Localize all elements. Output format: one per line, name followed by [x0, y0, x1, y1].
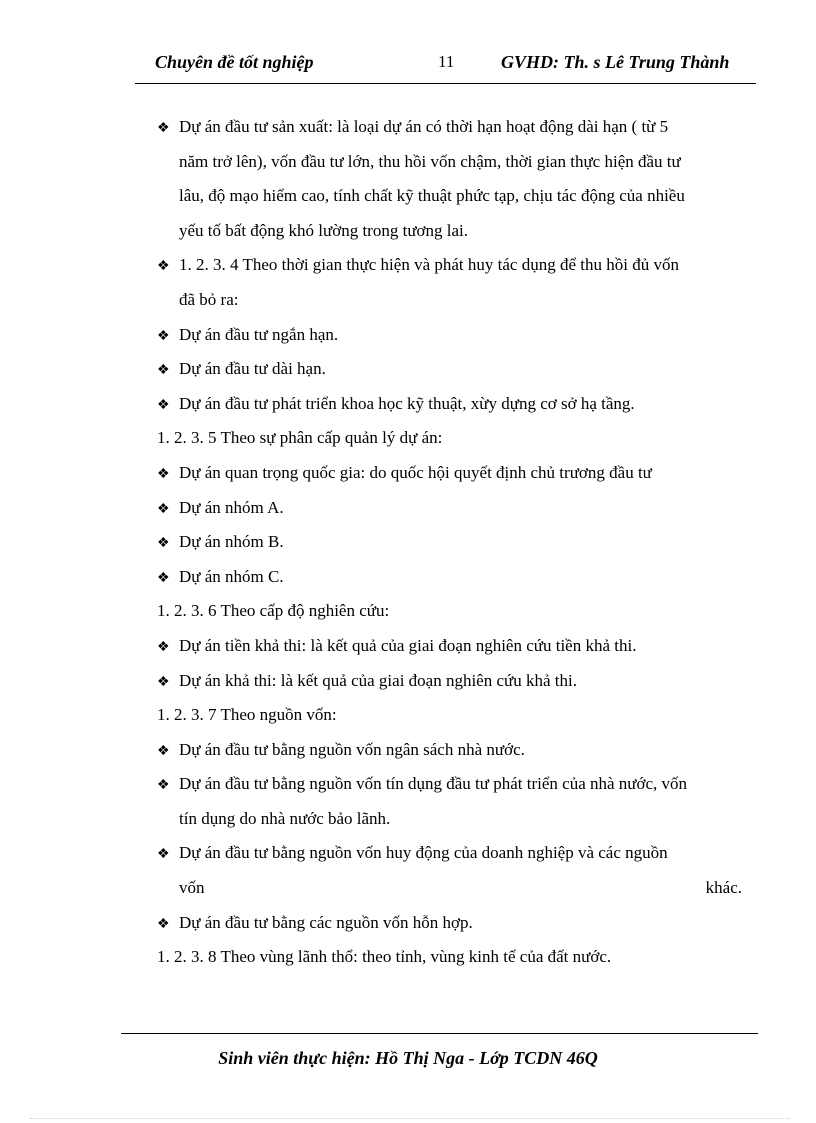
line-text: 1. 2. 3. 8 Theo vùng lãnh thổ: theo tỉnh, vùng kinh tế của đất nước. [157, 947, 612, 967]
diamond-bullet-icon: ❖ [157, 501, 170, 517]
line-text: Dự án đầu tư dài hạn. [179, 359, 326, 379]
diamond-bullet-icon: ❖ [157, 363, 170, 379]
bullet-list-item [157, 733, 742, 768]
continuation-line [157, 145, 742, 180]
line-text: Dự án quan trọng quốc gia: do quốc hội quyết định chủ trương đầu tư [179, 462, 652, 482]
bullet-list-item [157, 836, 742, 871]
diamond-bullet-icon: ❖ [157, 121, 170, 136]
bullet-list-item [157, 767, 742, 802]
bullet-list-item [157, 318, 742, 353]
header-page-number: 11 [438, 52, 455, 71]
diamond-bullet-icon: ❖ [157, 397, 170, 413]
line-text: lâu, độ mạo hiểm cao, tính chất kỹ thuật phức tạp, chịu tác động của nhiều [179, 186, 685, 206]
diamond-bullet-icon: ❖ [157, 328, 170, 344]
bullet-list-item [157, 629, 742, 664]
line-text: vốn [179, 878, 205, 898]
header-divider [135, 83, 756, 84]
header-advisor: GVHD: Th. s Lê Trung Thành [501, 52, 730, 72]
line-text: 1. 2. 3. 4 Theo thời gian thực hiện và phát huy tác dụng để thu hồi đủ vốn [179, 255, 679, 275]
line-text: Dự án tiền khả thi: là kết quả của giai đoạn nghiên cứu tiền khả thi. [179, 635, 637, 655]
bullet-list-item [157, 491, 742, 526]
line-text: Dự án đầu tư bằng nguồn vốn huy động của doanh nghiệp và các nguồn [179, 843, 668, 863]
diamond-bullet-icon: ❖ [157, 916, 170, 932]
line-text: yếu tố bất động khó lường trong tương lai. [179, 220, 469, 240]
line-text: Dự án đầu tư phát triển khoa học kỹ thuật, xừy dựng cơ sở hạ tầng. [179, 393, 635, 413]
page-footer: Sinh viên thực hiện: Hồ Thị Nga - Lớp TCDN 46Q [218, 1048, 598, 1068]
bullet-list-item [157, 352, 742, 387]
bullet-list-item [157, 456, 742, 491]
line-text: Dự án đầu tư bằng nguồn vốn ngân sách nhà nước. [179, 739, 525, 759]
line-text: Dự án đầu tư ngắn hạn. [179, 324, 339, 344]
document-body [157, 110, 742, 975]
line-text: tín dụng do nhà nước bảo lãnh. [179, 808, 391, 828]
line-text: Dự án khả thi: là kết quả của giai đoạn nghiên cứu khả thi. [179, 670, 577, 690]
diamond-bullet-icon: ❖ [157, 778, 170, 794]
diamond-bullet-icon: ❖ [157, 466, 170, 482]
line-text: Dự án đầu tư sản xuất: là loại dự án có thời hạn hoạt động dài hạn ( từ 5 [179, 117, 669, 136]
continuation-line [157, 802, 742, 837]
header-document-title: Chuyên đề tốt nghiệp [155, 52, 314, 72]
section-heading-line [157, 594, 742, 629]
line-text: 1. 2. 3. 7 Theo nguồn vốn: [157, 705, 337, 725]
line-text: Dự án đầu tư bằng các nguồn vốn hỗn hợp. [179, 912, 473, 932]
bullet-list-item [157, 248, 742, 283]
continuation-line [157, 214, 742, 249]
line-text: đã bỏ ra: [179, 289, 239, 309]
footer-divider [121, 1033, 758, 1034]
diamond-bullet-icon: ❖ [157, 674, 170, 690]
continuation-line [157, 871, 742, 906]
bullet-list-item [157, 906, 742, 941]
diamond-bullet-icon: ❖ [157, 639, 170, 655]
line-text: Dự án nhóm C. [179, 566, 284, 586]
line-text: Dự án nhóm B. [179, 532, 284, 552]
page-header [155, 50, 755, 82]
bullet-list-item [157, 664, 742, 699]
line-text: Dự án nhóm A. [179, 497, 284, 517]
line-text: năm trở lên), vốn đầu tư lớn, thu hồi vốn chậm, thời gian thực hiện đầu tư [179, 151, 681, 171]
line-text: Dự án đầu tư bằng nguồn vốn tín dụng đầu tư phát triển của nhà nước, vốn [179, 774, 688, 794]
line-text: khác. [705, 878, 742, 898]
bullet-list-item [157, 560, 742, 595]
bullet-list-item [157, 525, 742, 560]
section-heading-line [157, 698, 742, 733]
line-text: 1. 2. 3. 6 Theo cấp độ nghiên cứu: [157, 601, 390, 621]
bullet-list-item [157, 110, 742, 145]
page-edge-divider [30, 1118, 790, 1119]
diamond-bullet-icon: ❖ [157, 536, 170, 552]
line-text: 1. 2. 3. 5 Theo sự phân cấp quản lý dự án: [157, 428, 443, 448]
diamond-bullet-icon: ❖ [157, 743, 170, 759]
diamond-bullet-icon: ❖ [157, 259, 170, 275]
continuation-line [157, 283, 742, 318]
diamond-bullet-icon: ❖ [157, 570, 170, 586]
bullet-list-item [157, 387, 742, 422]
section-heading-line [157, 940, 742, 975]
section-heading-line [157, 421, 742, 456]
continuation-line [157, 179, 742, 214]
diamond-bullet-icon: ❖ [157, 847, 170, 863]
